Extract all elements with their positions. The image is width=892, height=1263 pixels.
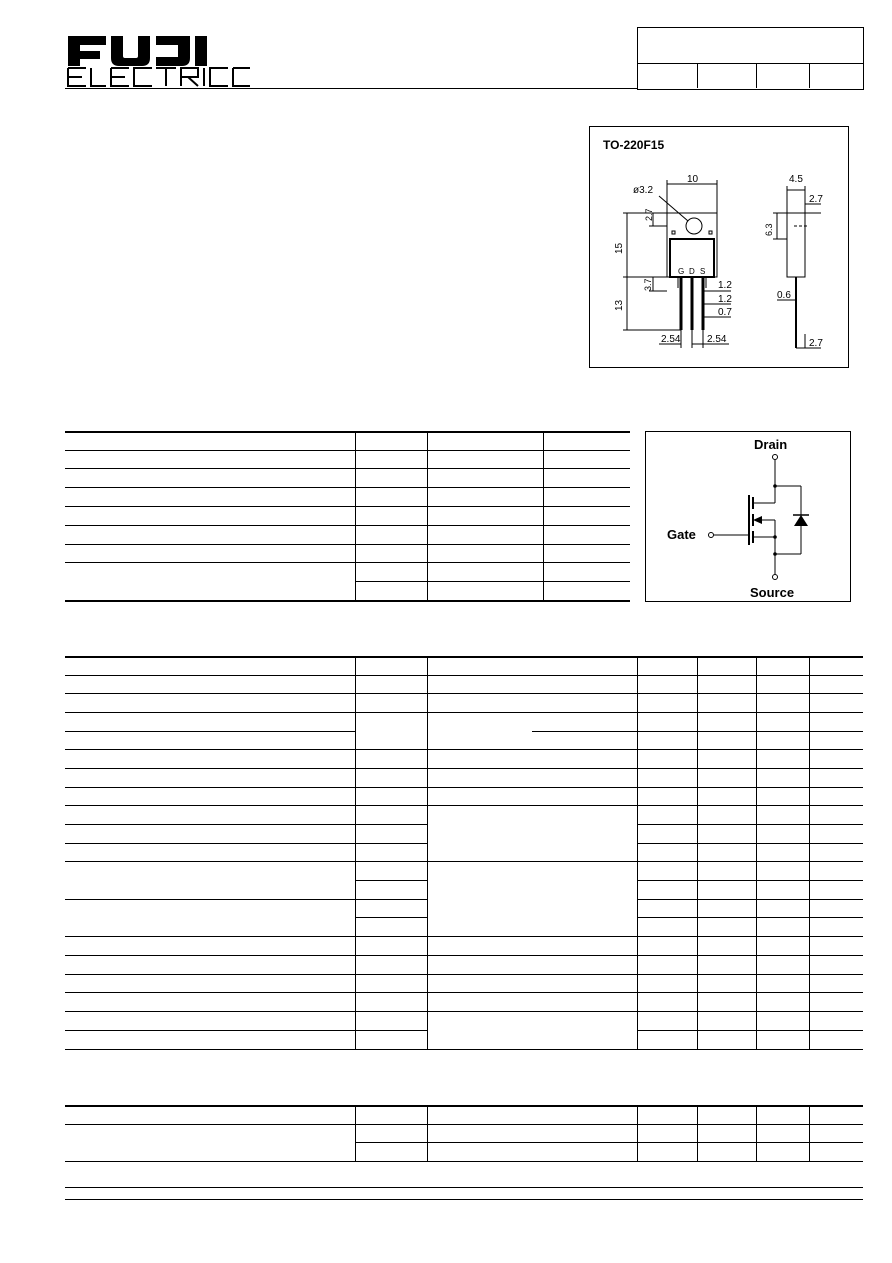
dim-2-54-a: 2.54 xyxy=(661,334,681,345)
side-dim-2-7-bottom: 2.7 xyxy=(809,338,823,349)
dim-0-7: 0.7 xyxy=(718,307,732,318)
dim-top-width: 10 xyxy=(687,174,699,185)
fuji-electric-logo xyxy=(66,30,252,88)
side-dim-4-5: 4.5 xyxy=(789,174,803,185)
dim-2-54-b: 2.54 xyxy=(707,334,727,345)
package-outline-drawing xyxy=(589,126,849,368)
dim-hole: ø3.2 xyxy=(633,185,654,196)
side-dim-2-7-top: 2.7 xyxy=(809,194,823,205)
footer-rule-1 xyxy=(65,1187,863,1188)
part-number-box xyxy=(637,27,864,90)
gate-label: Gate xyxy=(667,527,696,542)
pin-d-label: D xyxy=(689,267,695,276)
side-dim-0-6: 0.6 xyxy=(777,290,791,301)
pin-s-label: S xyxy=(700,267,706,276)
side-dim-6-3: 6.3 xyxy=(764,223,774,236)
dim-2-7-left: 2.7 xyxy=(644,208,654,221)
dim-3-7: 3.7 xyxy=(643,278,653,291)
pin-g-label: G xyxy=(678,267,685,276)
dim-1-2-b: 1.2 xyxy=(718,294,732,305)
part-number-cell-divider-3 xyxy=(809,63,810,88)
package-name: TO-220F15 xyxy=(603,138,665,152)
part-number-box-divider xyxy=(638,63,863,64)
dim-15: 15 xyxy=(614,242,625,254)
mosfet-symbol-diagram xyxy=(645,431,851,602)
part-number-cell-divider-2 xyxy=(756,63,757,88)
source-label: Source xyxy=(750,585,795,600)
logo-fuji-text xyxy=(68,36,207,66)
part-number-cell-divider-1 xyxy=(697,63,698,88)
drain-label: Drain xyxy=(754,437,788,452)
dim-13: 13 xyxy=(614,299,625,311)
footer-rule-2 xyxy=(65,1199,863,1200)
logo-electric-text xyxy=(68,68,250,86)
dim-1-2-a: 1.2 xyxy=(718,280,732,291)
